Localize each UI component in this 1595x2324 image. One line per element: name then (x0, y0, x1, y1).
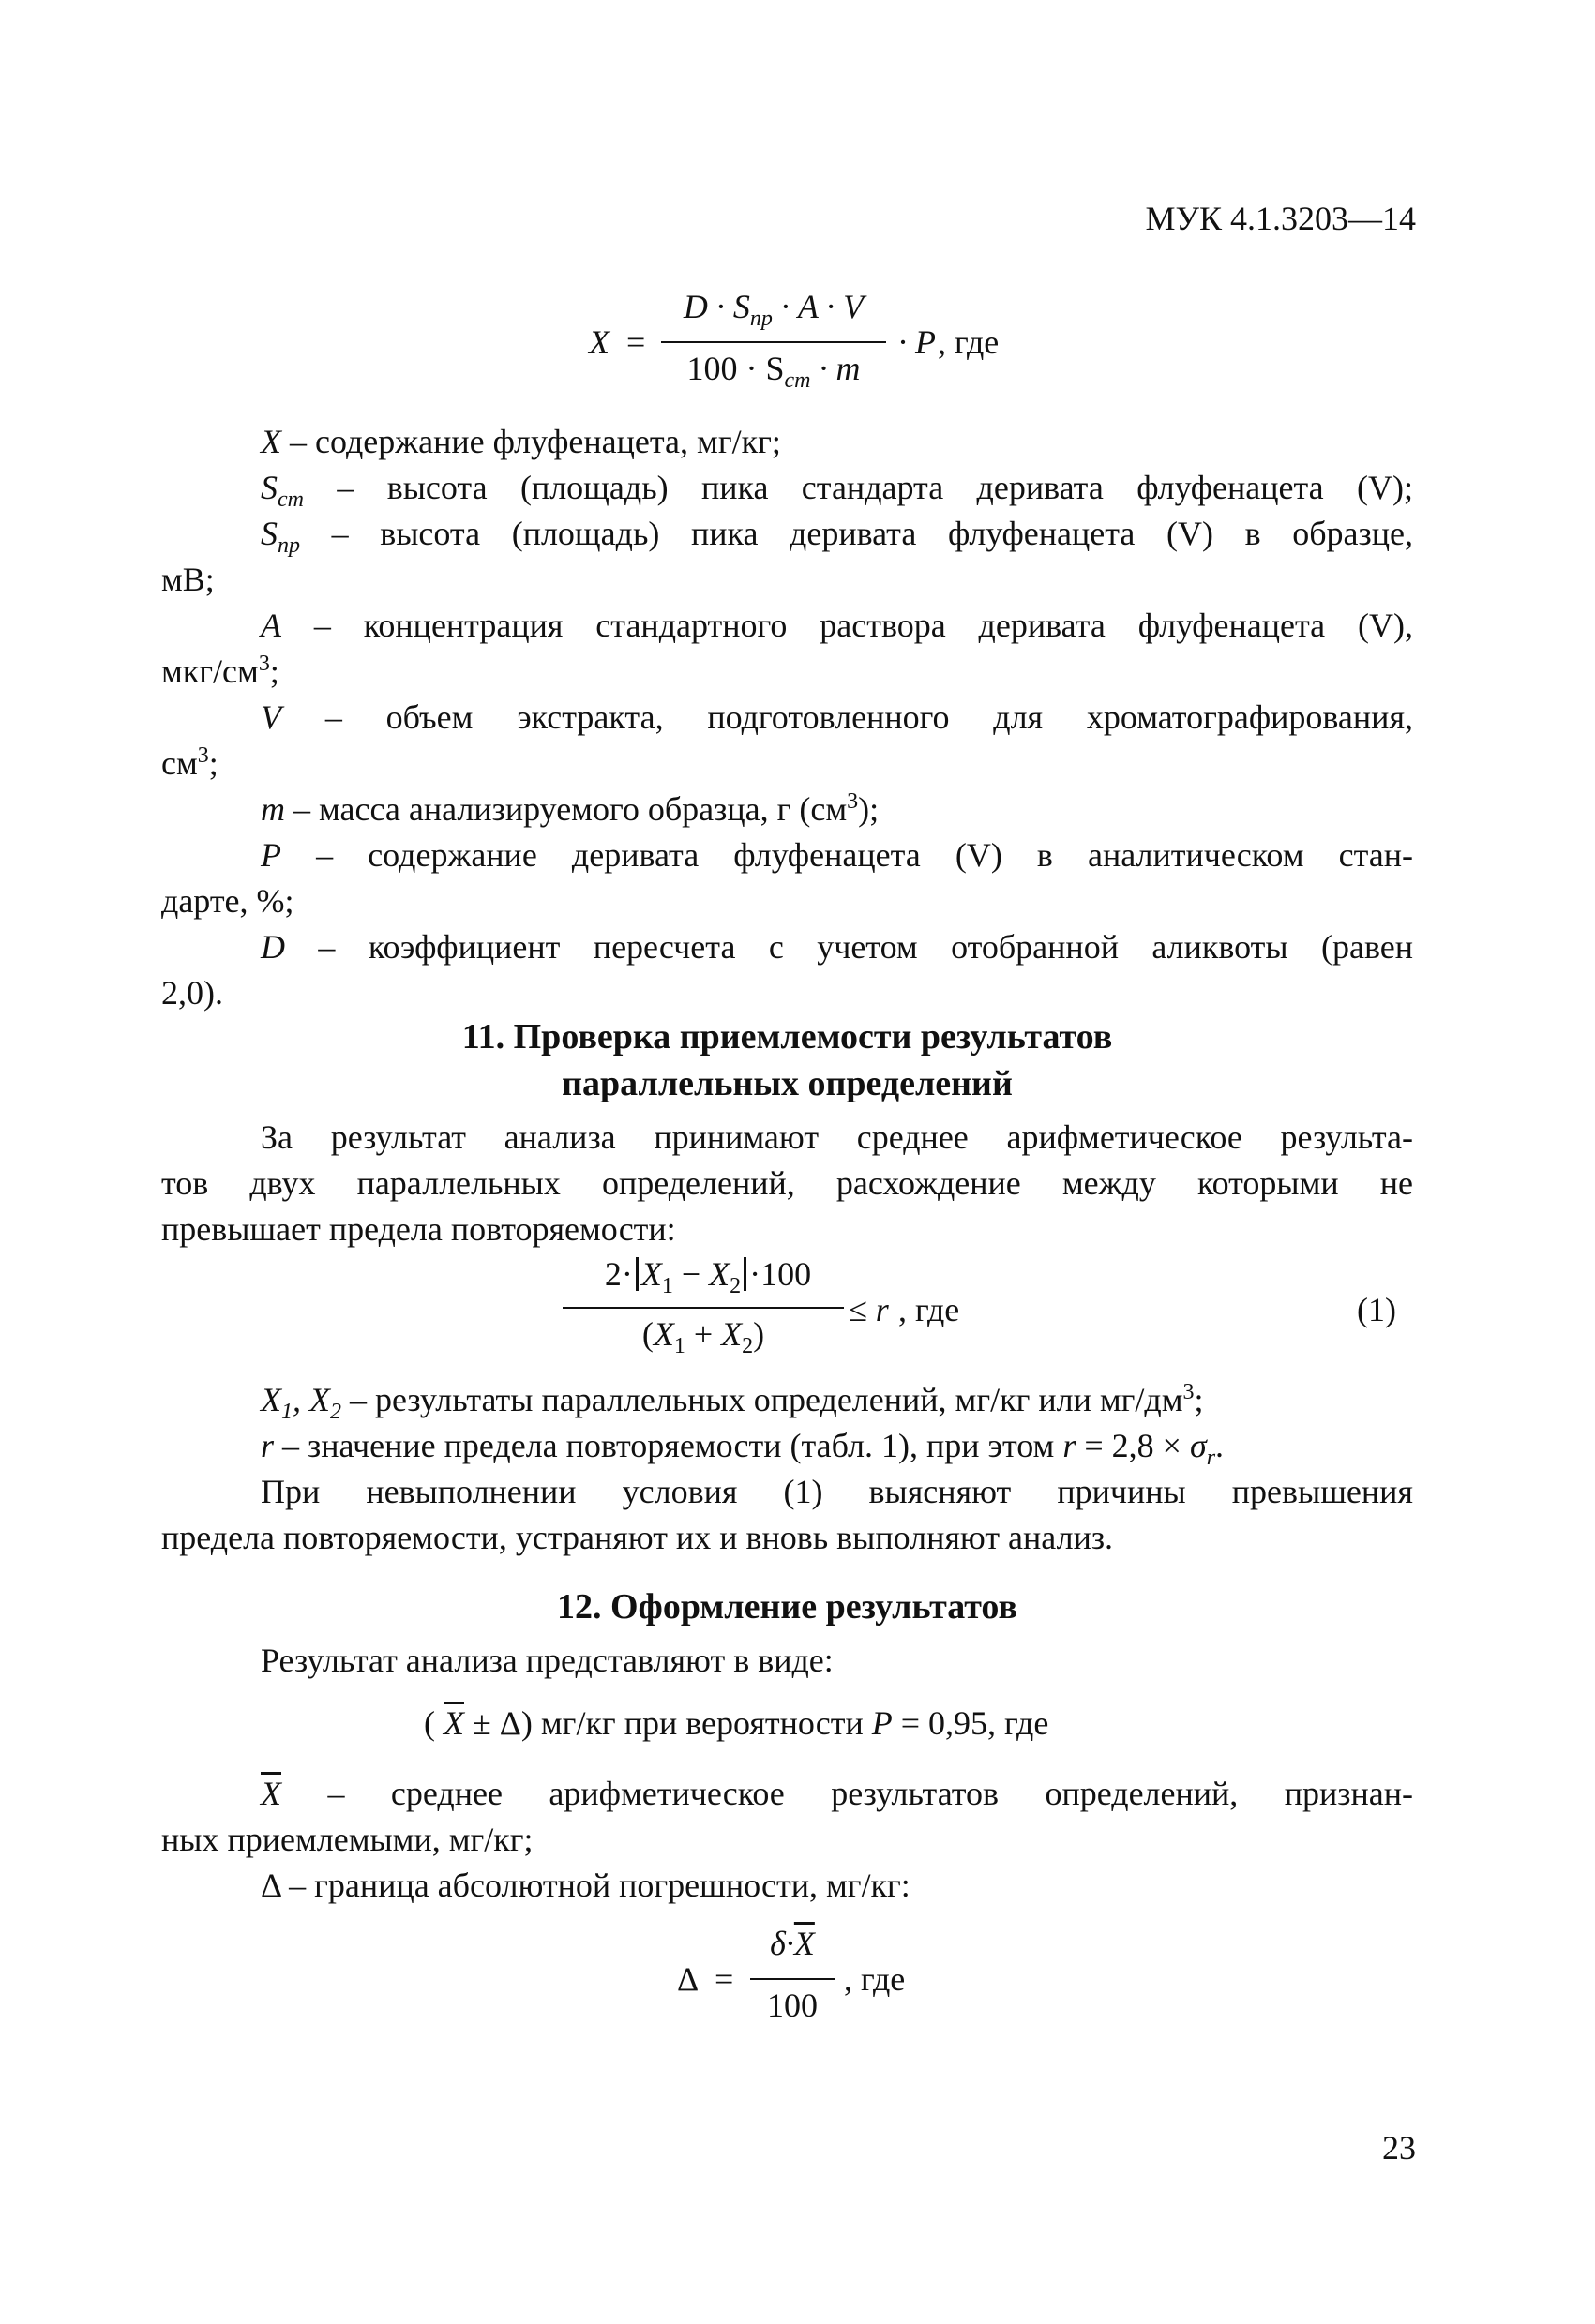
def-a: A – концентрация стандартного раствора деривата флуфенацета (V), (261, 607, 1413, 644)
fraction-bar (661, 341, 886, 343)
formula-1-numerator: $2\cdot X_1 - X_2 \cdot 100$ (604, 1255, 812, 1299)
formula-where: , где (938, 323, 1000, 361)
document-code: МУК 4.1.3203—14 (1145, 200, 1416, 237)
formula-1-rhs: ≤ r (849, 1291, 889, 1328)
def-p-cont: дарте, %; (161, 882, 294, 920)
formula-eq: = (626, 323, 646, 361)
def-s-pr-cont: мВ; (161, 561, 215, 598)
def-xbar: $\overline{X}$ – среднее арифметическое результатов определений, признан- (261, 1775, 1413, 1812)
def-a-cont: мкг/$см^3$; (161, 652, 279, 690)
section-11-para-line2: тов двух параллельных определений, расхождение между которыми не (161, 1164, 1413, 1202)
result-expression: ( $\overline{X} \pm \Delta$) мг/кг при вероятности P = 0,95, где (424, 1704, 1049, 1742)
delta-where: , где (844, 1960, 906, 1998)
def-m: m – масса анализируемого образца, г $(см^3)$; (261, 789, 880, 828)
delta-lhs: Δ (677, 1960, 700, 1998)
delta-eq: = (715, 1960, 734, 1998)
def-x: X – содержание флуфенацета, мг/кг; (261, 423, 781, 460)
section-11-para2-line2: предела повторяемости, устраняют их и вновь выполняют анализ. (161, 1519, 1114, 1556)
formula-denominator: $100 \cdot S_{ст} \cdot m$ (686, 350, 861, 394)
def-r: r – значение предела повторяемости (табл. 1), при этом $r = 2,8 \times \sigma_r$. (261, 1427, 1225, 1471)
def-xbar-cont: ных приемлемыми, мг/кг; (161, 1821, 534, 1858)
def-v: V – объем экстракта, подготовленного для хроматографирования, (261, 698, 1413, 736)
formula-1-bar (563, 1307, 844, 1309)
delta-denominator: 100 (767, 1987, 818, 2024)
formula-lhs: X (589, 323, 609, 361)
section-12-title: 12. Оформление результатов (556, 1587, 1017, 1627)
def-x1-x2: $X_1$, $X_2$ – результаты параллельных определений, мг/кг или $мг/дм^3$; (261, 1380, 1204, 1425)
page-number: 23 (1382, 2129, 1416, 2167)
def-s-pr: $S_{пр}$ – высота (площадь) пика деривата флуфенацета (V) в образце, (261, 515, 1413, 559)
formula-numerator: $D \cdot S_{пр} \cdot A \cdot V$ (683, 288, 865, 332)
formula-1-number: (1) (1357, 1291, 1396, 1328)
section-12-intro: Результат анализа представляют в виде: (261, 1642, 834, 1679)
delta-bar (750, 1978, 835, 1980)
formula-1-where: , где (898, 1291, 960, 1328)
def-v-cont: $см^3$; (161, 743, 218, 782)
section-11-para2-line1: При невыполнении условия (1) выясняют причины превышения (261, 1473, 1413, 1510)
formula-1-denominator: $(X_1 + X_2)$ (641, 1315, 765, 1359)
section-11-title-line2: параллельных определений (562, 1064, 1013, 1103)
def-p: P – содержание деривата флуфенацета (V) в аналитическом стан- (261, 836, 1413, 874)
section-11-para-line3: превышает предела повторяемости: (161, 1210, 676, 1248)
def-delta: Δ – граница абсолютной погрешности, мг/кг: (261, 1867, 910, 1904)
def-d-cont: 2,0). (161, 974, 223, 1012)
section-11-title-line1: 11. Проверка приемлемости результатов (461, 1017, 1113, 1057)
delta-numerator: $\delta\cdot\overline{X}$ (770, 1925, 815, 1962)
formula-rhs: · P (898, 323, 936, 361)
def-s-cm: $S_{cm}$ – высота (площадь) пика стандарта деривата флуфенацета (V); (261, 469, 1413, 513)
def-d: D – коэффициент пересчета с учетом отобранной аликвоты (равен (261, 928, 1413, 966)
section-11-para-line1: За результат анализа принимают среднее арифметическое результа- (261, 1118, 1413, 1156)
